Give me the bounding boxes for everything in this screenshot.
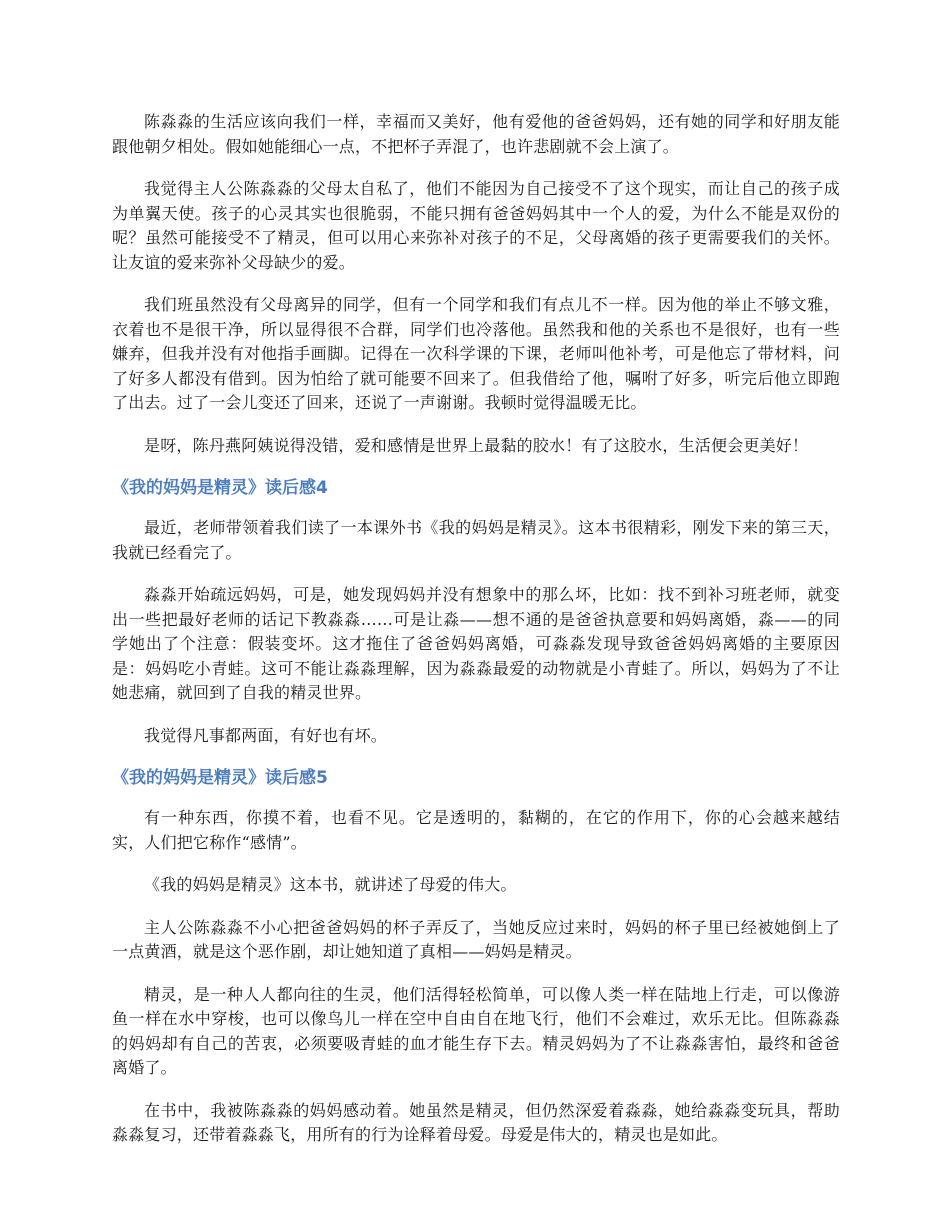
section-heading: 《我的妈妈是精灵》读后感4 xyxy=(112,478,328,498)
paragraph: 淼淼开始疏远妈妈，可是，她发现妈妈并没有想象中的那么坏，比如：找不到补习班老师，就变出一些把最好老师的话记下教淼淼……可是让淼——想不通的是爸爸执意要和妈妈离婚，淼——的同学她出了个注意：假装变坏。这才拖住了爸爸妈妈离婚，可淼淼发现导致爸爸妈妈离婚的主要原因是：妈妈吃小青蛙。这可不能让淼淼理解，因为淼淼最爱的动物就是小青蛙了。所以，妈妈为了不让她悲痛，就回到了自我的精灵世界。 xyxy=(112,585,840,702)
paragraph: 在书中，我被陈淼淼的妈妈感动着。她虽然是精灵，但仍然深爱着淼淼，她给淼淼变玩具，帮助淼淼复习，还带着淼淼飞，用所有的行为诠释着母爱。母爱是伟大的，精灵也是如此。 xyxy=(112,1100,840,1144)
paragraph: 最近，老师带领着我们读了一本课外书《我的妈妈是精灵》。这本书很精彩，刚发下来的第三天，我就已经看完了。 xyxy=(112,518,840,562)
paragraph: 主人公陈淼淼不小心把爸爸妈妈的杯子弄反了，当她反应过来时，妈妈的杯子里已经被她倒上了一点黄酒，就是这个恶作剧，却让她知道了真相——妈妈是精灵。 xyxy=(112,917,840,961)
section-heading: 《我的妈妈是精灵》读后感5 xyxy=(112,768,328,788)
paragraph: 我觉得主人公陈淼淼的父母太自私了，他们不能因为自己接受不了这个现实，而让自己的孩子成为单翼天使。孩子的心灵其实也很脆弱，不能只拥有爸爸妈妈其中一个人的爱，为什么不能是双份的呢？虽然可能接受不了精灵，但可以用心来弥补对孩子的不足，父母离婚的孩子更需要我们的关怀。让友谊的爱来弥补父母缺少的爱。 xyxy=(112,179,840,272)
paragraph: 是呀，陈丹燕阿姨说得没错，爱和感情是世界上最黏的胶水！有了这胶水，生活便会更美好！ xyxy=(144,435,809,455)
paragraph: 陈淼淼的生活应该向我们一样，幸福而又美好，他有爱他的爸爸妈妈，还有她的同学和好朋友能跟他朝夕相处。假如她能细心一点，不把杯子弄混了，也许悲剧就不会上演了。 xyxy=(112,112,840,156)
section-review-4 xyxy=(112,476,840,748)
paragraph: 我们班虽然没有父母离异的同学，但有一个同学和我们有点儿不一样。因为他的举止不够文雅，衣着也不是很干净，所以显得很不合群，同学们也冷落他。虽然我和他的关系也不是很好，也有一些嫌弃，但我并没有对他指手画脚。记得在一次科学课的下课，老师叫他补考，可是他忘了带材料，问了好多人都没有借到。因为怕给了就可能要不回来了。但我借给了他，嘱咐了好多，听完后他立即跑了出去。过了一会儿变还了回来，还说了一声谢谢。我顿时觉得温暖无比。 xyxy=(112,295,840,412)
paragraph: 《我的妈妈是精灵》这本书，就讲述了母爱的伟大。 xyxy=(144,875,517,894)
paragraph: 有一种东西，你摸不着，也看不见。它是透明的，黏糊的，在它的作用下，你的心会越来越结实，人们把它称作“感情”。 xyxy=(112,808,840,852)
document-page xyxy=(112,110,840,1166)
paragraph: 精灵，是一种人人都向往的生灵，他们活得轻松简单，可以像人类一样在陆地上行走，可以像游鱼一样在水中穿梭，也可以像鸟儿一样在空中自由自在地飞行，他们不会难过，欢乐无比。但陈淼淼的妈妈却有自己的苦衷，必须要吸青蛙的血才能生存下去。精灵妈妈为了不让淼淼害怕，最终和爸爸离婚了。 xyxy=(112,984,840,1077)
section-intro xyxy=(112,110,840,458)
paragraph: 我觉得凡事都两面，有好也有坏。 xyxy=(144,725,388,745)
section-review-5 xyxy=(112,766,840,1148)
